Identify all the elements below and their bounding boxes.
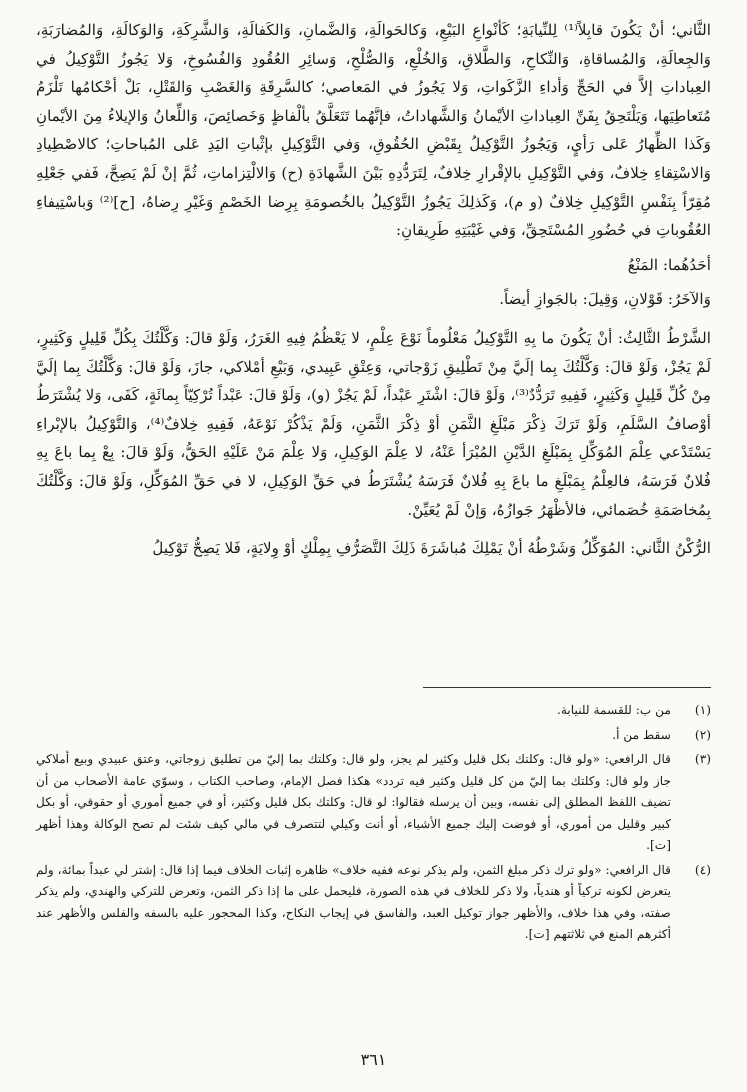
paragraph-third-condition: الشَّرْطُ الثَّالِثُ: أنْ يَكُونَ ما بِهِ التَّوْكِيلُ مَعْلُوماً نَوْعَ عِلْمٍ، لا يَعْظُمُ فِيهِ الغَرَرُ، وَلَوْ قالَ: وَكَّلْتُكَ بِكُلِّ قَلِيلٍ وَكَثِيرٍ، لَمْ يَجُزْ، وَلَوْ قالَ: وَكَّلْتُكَ بِما إلَيَّ مِنْ تَطْلِيقِ زَوْجاتي، وَعِتْقِ عَبِيدي، وَبَيْعِ أمْلاكي، جازَ، وَلَوْ قالَ: وَكَّلْتُكَ بِما إلَيَّ مِنْ كُلِّ قَلِيلٍ وَكَثِيرٍ، فَفِيهِ تَرَدُّدٌ⁽³⁾، وَلَوْ قالَ: اشْتَرِ عَبْداً، لَمْ يَجُزْ (و)، وَلَوْ قالَ: عَبْداً تُرْكِيّاً بِمائَةٍ، كَفَى، وَلا يُشْتَرَطُ أوْصافُ السَّلَمِ، وَلَوْ تَرَكَ ذِكْرَ مَبْلَغِ الثَّمَنِ أوْ ذِكْرَ الثَّمَنِ، وَلَمْ يَذْكُرْ نَوْعَهُ، فَفِيهِ خِلافٌ⁽⁴⁾، وَالتَّوْكِيلُ بالإبْراءِ يَسْتَدْعي عِلْمَ المُوَكِّلِ بِمَبْلَغِ الدَّيْنِ المُبْرَأ عَنْهُ، لا عِلْمَ الوَكِيلِ، وَلا عِلْمَ مَنْ عَلَيْهِ الحَقُّ، وَلَوْ قالَ: بِعْ بِما باعَ بِهِ فُلانٌ فَرَسَهُ، فالعِلْمُ بِمَبْلَغِ ما باعَ بِهِ فُلانٌ فَرَسَهُ يُشْتَرَطُ في حَقِّ الوَكِيلِ، لا في حَقِّ المُوَكِّلِ، وَلَوْ قالَ: وَكَّلْتُكَ بِمُخاصَمَةِ خُصَمائي، فالأظْهَرُ جَوازُهُ، وَإنْ لَمْ يُعَيِّنْ. [36, 328, 712, 519]
footnote [36, 700, 711, 722]
page [36, 16, 711, 563]
footnote-text: قال الرافعي: «ولو قال: وكلتك بكل قليل وكثير لم يجز، ولو قال: وكلتك بما إليّ من تطليق زوجاتي، وعتق عبيدي وبيع أملاكي جاز ولو قال: وكلتك بما إليّ من كل قليل وكثير فيه تردد» هكذا فصل الإمام، وصاحب الكتاب ، وسوّي عامة الأصحاب من أن تضيف اللفظ المطلق إلى نفسه، وبين أن يرسله فقالوا: لو قال: وكلتك بكل قليل وكثير، أو في جميع أموري أو حقوقي، أو بكل كبير وقليل من أموري، أو فوضت إليك جميع الأشياء، أو أنت وكيلي لتتصرف في مالي كيف شئت لم تصح الوكالة وهذا أظهر [ت]. [36, 752, 671, 852]
footnote [36, 725, 711, 747]
footnote [36, 749, 711, 857]
footnote-text: سقط من أ. [612, 727, 671, 742]
paragraph-second-condition: الثَّاني؛ أنْ يَكُونَ قابِلاً⁽¹⁾ لِلنِّيابَةِ؛ كَأنْواعِ البَيْعِ، وَكالحَوالَةِ، وَالضَّمانِ، وَالكَفالَةِ، وَالشَّرِكَةِ، وَالوَكالَةِ، وَالمُضارَبَةِ، وَالجِعالَةِ، وَالمُساقاةِ، وَالنِّكاحِ، وَالطَّلاقِ، وَالخُلْعِ، وَالصُّلْحِ، وَسائِرِ العُقُودِ وَالفُسُوخِ، وَلا يَجُوزُ التَّوْكِيلُ في العِباداتِ إلاَّ في الحَجِّ وَأداءِ الزَّكَواتِ، وَلا يَجُوزُ في المَعاصي؛ كالسَّرِقَةِ وَالغَصْبِ وَالقَتْلِ، بَلْ أحْكامُها تَلْزَمُ مُتَعاطِيَها، وَيَلْتَحِقُ بِفَنِّ العِباداتِ الأيْمانُ وَالشَّهاداتُ، فإنَّهُما تَتَعَلَّقُ بألْفاظٍ وَخَصائِصَ، وَاللِّعانُ وَالإيلاءُ مِنَ الأيْمانِ وَكَذا الظِّهارُ عَلى رَأيٍ، وَيَجُوزُ التَّوْكِيلُ بِقَبْضِ الحُقُوقِ، وَفي التَّوْكِيلِ بإثْباتِ اليَدِ عَلى المُباحاتِ؛ كالاصْطِيادِ وَالاسْتِقاءِ خِلافٌ، وَفي التَّوْكِيلِ بالإقْرارِ خِلافٌ، لِتَرَدُّدِهِ بَيْنَ الشَّهادَةِ (ح) وَالالْتِزاماتِ، ثُمَّ إنْ لَمْ يَصِحَّ، فَفي جَعْلِهِ مُقِرّاً بِنَفْسِ التَّوْكِيلِ خِلافٌ (و م)، وَكَذلِكَ يَجُوزُ التَّوْكِيلُ بالخُصومَةِ بِرِضا الخَصْمِ وَغَيْرِ رِضاهُ، [ح]⁽²⁾ وَباسْتِيفاءِ العُقُوباتِ في حُضُورِ المُسْتَحِقِّ، وَفي غَيْبَتِهِ طَرِيقانِ: [36, 21, 711, 240]
footnotes [36, 700, 711, 949]
paragraph-second-pillar: الرُّكْنُ الثَّاني: المُوَكِّلُ وَشَرْطُهُ أنْ يَمْلِكَ مُباشَرَةَ ذَلِكَ التَّصَرُّفِ بِمِلْكٍ أوْ وِلايَةٍ، فَلا يَصِحُّ تَوْكِيلُ [152, 539, 711, 558]
footnote-number: (١) [694, 703, 711, 717]
paragraph-second-way: وَالآخَرُ: قَوْلانِ، وَقِيلَ: بالجَوازِ أيضاً. [499, 290, 711, 309]
page-number: ٣٦١ [360, 1050, 387, 1069]
footnote-number: (٤) [694, 862, 711, 877]
footnote-text: قال الرافعي: «ولو ترك ذكر مبلغ الثمن، ولم يذكر نوعه ففيه خلاف» ظاهره إثبات الخلاف فيما إذا قال: إشتر لي عبداً بمائة، ولم يتعرض لكونه تركياً أو هندياً، ولا ذكر للخلاف في هذه الصورة، فليحمل على ما إذا ذكر الثمن، وتعرض للتركي والهندي، ولم يذكر صفته، وفي هذا خلاف، والأظهر جواز توكيل العبد، والفاسق في إيجاب النكاح، وكذا المحجور عليه بالسفه والفلس والأظهر عند أكثرهم المنع في ثلاثتهم [ت]. [36, 862, 671, 941]
main-text [36, 16, 711, 563]
paragraph-first-way: أحَدُهُما: المَنْعُ [627, 255, 711, 274]
footnote-text: من ب: للقسمة للنيابة. [557, 703, 671, 717]
footnote [36, 860, 711, 946]
footnote-number: (٣) [694, 752, 711, 766]
footnote-number: (٢) [694, 727, 711, 742]
footnote-separator [423, 687, 711, 688]
